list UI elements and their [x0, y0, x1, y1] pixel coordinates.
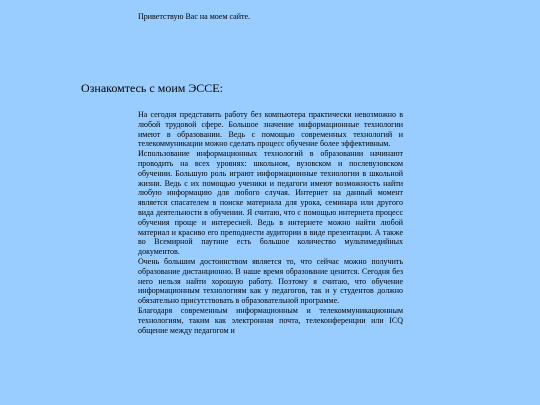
essay-body	[138, 110, 403, 335]
essay-heading: Ознакомтесь с моим ЭССЕ:	[81, 81, 223, 95]
greeting-text: Приветствую Вас на моем сайте.	[138, 12, 251, 21]
essay-paragraph: Очень большим достоинством является то, что сейчас можно получить образование дистанционно. В наше время образование ценится. Сегодня без него нельзя найти хорошую работу. Поэтому я считаю, что обучение информационным технологиям как у педагогов, так и у студентов должно обязательно присутствовать в образовательной программе.	[138, 256, 403, 306]
essay-paragraph: Благодаря современным информационным и телекоммуникационным технологиям, таким как электронная почта, телеконференции или ICQ общение между педагогом и	[138, 305, 403, 335]
essay-paragraph: Использование информационных технологий в образовании начинают проводить на всех уровнях: школьном, вузовском и послевузовском обучении. Большую роль играют информационные технологии в школьной жизни. Ведь с их помощью ученики и педагоги имеют возможность найти любую информацию для любого случая. Интернет на данный момент является спасателем в поиске материала для урока, семинара или другого вида деятельности в обучении. Я считаю, что с помощью интернета процесс обучения проще и интересней. Ведь в интернете можно найти любой материал и красиво его преподнести аудитории в виде презентации. А также во Всемирной паутине есть большое количество мультимедийных документов.	[138, 149, 403, 257]
essay-paragraph: На сегодня представить работу без компьютера практически невозможно в любой трудовой сфере. Большое значение информационные технологии имеют в образовании. Ведь с помощью современных технологий и телекоммуникации можно сделать процесс обучение более эффективным.	[138, 110, 403, 149]
